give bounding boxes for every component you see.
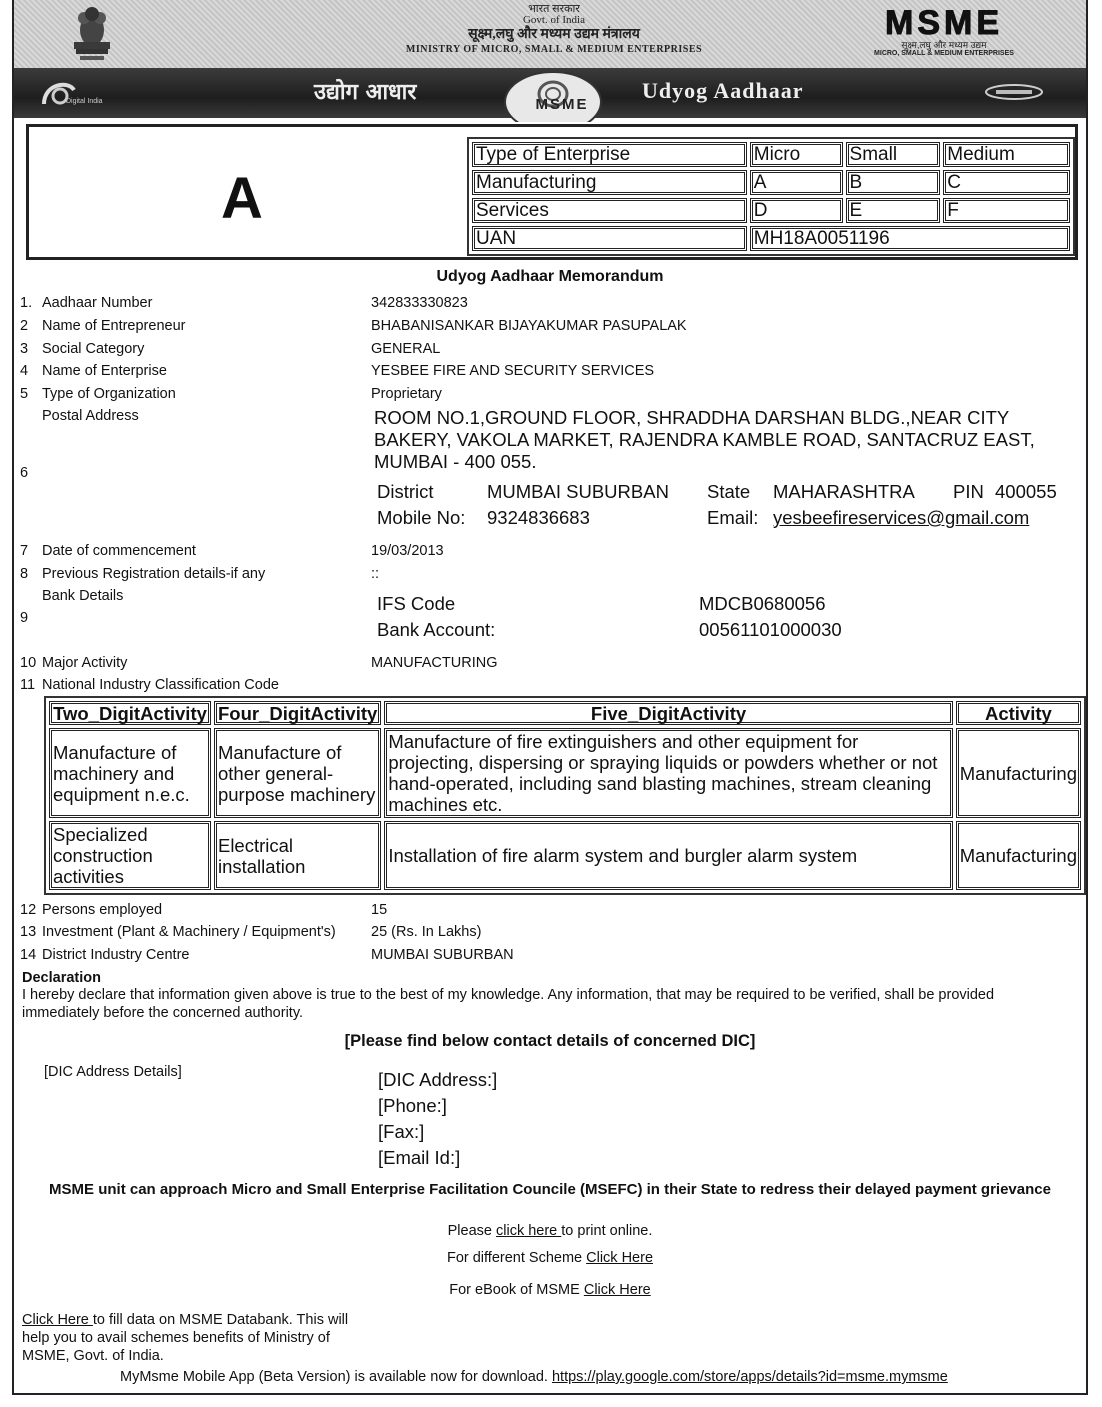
field-label: Postal Address [42, 408, 139, 424]
ebook-link[interactable]: Click Here [583, 1282, 651, 1298]
certificate-page [12, 0, 1088, 1395]
databank-line: help you to avail schemes benefits of Ministry of [22, 1330, 330, 1346]
account-label: Bank Account: [377, 619, 496, 640]
mobile-app-link[interactable]: https://play.google.com/store/apps/details?id=msme.mymsme [551, 1369, 948, 1385]
investment-value: 25 (Rs. In Lakhs) [371, 924, 482, 940]
print-text: Please [447, 1223, 496, 1239]
table-cell: D [750, 198, 843, 223]
msefc-notice: MSME unit can approach Micro and Small Enterprise Facilitation Councile (MSEFC) in their State to redress their delayed payment grievance [49, 1181, 1051, 1198]
state-value: MAHARASHTRA [773, 481, 915, 502]
row-number: 10 [20, 655, 37, 671]
category-letter: A [221, 166, 263, 231]
enterprise-category-box [26, 124, 1078, 260]
row-number: 4 [20, 363, 29, 379]
ministry-hindi: सूक्ष्म,लघु और मध्यम उद्यम मंत्रालय [468, 27, 640, 42]
mobile-label: Mobile No: [377, 507, 466, 528]
four-digit-activity: Manufacture of other general-purpose machinery [214, 728, 381, 818]
row-number: 3 [20, 341, 29, 357]
table-cell: A [750, 170, 843, 195]
row-number: 9 [20, 610, 29, 626]
govt-hindi: भारत सरकार [528, 3, 580, 15]
dic-heading: [Please find below contact details of concerned DIC] [344, 1032, 756, 1050]
govt-english: Govt. of India [522, 14, 585, 26]
four-digit-activity: Electrical installation [214, 821, 381, 890]
table-row [472, 170, 1070, 195]
databank-line: MSME, Govt. of India. [22, 1348, 164, 1364]
field-label: Social Category [42, 341, 145, 357]
header-banner [14, 0, 1086, 69]
aadhaar-number: 342833330823 [371, 295, 468, 311]
databank-link[interactable]: Click Here [22, 1312, 93, 1328]
table-cell: B [846, 170, 941, 195]
column-header: Two_DigitActivity [49, 701, 211, 725]
ifs-label: IFS Code [377, 593, 456, 614]
enterprise-name: YESBEE FIRE AND SECURITY SERVICES [371, 363, 655, 379]
row-number: 13 [20, 924, 37, 940]
mobile-value: 9324836683 [487, 507, 590, 528]
mobile-app-text: MyMsme Mobile App (Beta Version) is available now for download. [120, 1369, 552, 1385]
email-link[interactable]: yesbeefireservices@gmail.com [773, 507, 1030, 528]
two-digit-activity: Specialized construction activities [49, 821, 211, 890]
table-cell: Small [846, 142, 941, 167]
district-value: MUMBAI SUBURBAN [487, 481, 669, 502]
ebook-text: For eBook of MSME [449, 1282, 584, 1298]
ebook-line [14, 1282, 1086, 1298]
persons-employed: 15 [371, 902, 388, 918]
ministry-title [334, 4, 774, 56]
dic-email: [Email Id:] [378, 1147, 461, 1168]
table-cell: C [943, 170, 1070, 195]
enterprise-type-table [467, 137, 1075, 256]
table-cell: E [846, 198, 941, 223]
column-header: Five_DigitActivity [384, 701, 952, 725]
ministry-english: MINISTRY OF MICRO, SMALL & MEDIUM ENTERPRISES [405, 44, 703, 55]
row-number: 14 [20, 947, 37, 963]
five-digit-activity: Installation of fire alarm system and burgler alarm system [384, 821, 952, 890]
field-label: National Industry Classification Code [42, 677, 279, 693]
field-label: Major Activity [42, 655, 128, 671]
table-row [472, 142, 1070, 167]
msme-logo-hindi: सूक्ष्म,लघु और मध्यम उद्यम [901, 40, 987, 50]
table-row [472, 226, 1070, 251]
udyog-aadhaar-band [14, 68, 1086, 118]
msme-logo [844, 6, 1044, 64]
address-line: BAKERY, VAKOLA MARKET, RAJENDRA KAMBLE ROAD, SANTACRUZ EAST, [374, 429, 1035, 450]
row-number: 2 [20, 318, 29, 334]
declaration-title: Declaration [22, 970, 101, 986]
band-title-hindi: उद्योग आधार [314, 80, 417, 105]
table-cell: Manufacturing [472, 170, 747, 195]
msme-logo-text: MSME [885, 4, 1003, 42]
dic-address-details-label: [DIC Address Details] [44, 1064, 182, 1080]
table-cell: Micro [750, 142, 843, 167]
declaration-text: I hereby declare that information given above is true to the best of my knowledge. Any information, that may be required to be verified, shall be provided immediately before the concerned authority. [22, 987, 995, 1021]
field-label: Date of commencement [42, 543, 196, 559]
dic-phone: [Phone:] [378, 1095, 447, 1116]
databank-line [22, 1311, 382, 1329]
commencement-date: 19/03/2013 [371, 543, 444, 559]
print-text: to print online. [561, 1223, 653, 1239]
dic-address: [DIC Address:] [378, 1069, 498, 1090]
pin-label: PIN [953, 481, 984, 502]
national-emblem-icon [62, 4, 122, 64]
dic-fax: [Fax:] [378, 1121, 425, 1142]
account-value: 00561101000030 [699, 619, 842, 640]
district-label: District [377, 481, 434, 502]
field-label: Name of Entrepreneur [42, 318, 186, 334]
scheme-text: For different Scheme [446, 1250, 587, 1266]
column-header: Activity [956, 701, 1081, 725]
field-label: District Industry Centre [42, 947, 190, 963]
entrepreneur-name: BHABANISANKAR BIJAYAKUMAR PASUPALAK [371, 318, 687, 334]
two-digit-activity: Manufacture of machinery and equipment n.e.c. [49, 728, 211, 818]
uan-value: MH18A0051196 [750, 226, 1070, 251]
table-row [49, 821, 1081, 890]
address-line: MUMBAI - 400 055. [374, 451, 537, 472]
band-decoration-icon [982, 82, 1046, 102]
databank-notice [22, 1311, 382, 1365]
table-cell: Type of Enterprise [472, 142, 747, 167]
previous-registration: :: [371, 566, 380, 582]
state-label: State [707, 481, 751, 502]
ifs-value: MDCB0680056 [699, 593, 826, 614]
social-category: GENERAL [371, 341, 441, 357]
field-label: Name of Enterprise [42, 363, 167, 379]
field-label: Bank Details [42, 588, 124, 604]
field-label: Persons employed [42, 902, 163, 918]
scheme-line [14, 1250, 1086, 1266]
row-number: 7 [20, 543, 29, 559]
activity-type: Manufacturing [956, 728, 1081, 818]
seal-msme-text: MSME [535, 96, 589, 113]
print-online-link[interactable]: click here [496, 1223, 562, 1239]
table-cell: F [943, 198, 1070, 223]
field-label: Investment (Plant & Machinery / Equipment's) [42, 924, 336, 940]
mobile-app-line [120, 1369, 948, 1385]
nic-activity-table [44, 696, 1086, 895]
digital-india-label: Digital India [66, 98, 103, 105]
email-label: Email: [707, 507, 759, 528]
five-digit-activity: Manufacture of fire extinguishers and other equipment for projecting, dispersing or spraying liquids or powders whether or not hand-operated, including sand blasting machines, stream cleaning machines etc. [384, 728, 952, 818]
table-cell: Services [472, 198, 747, 223]
memorandum-title: Udyog Aadhaar Memorandum [436, 268, 664, 285]
column-header: Four_DigitActivity [214, 701, 381, 725]
row-number: 11 [20, 677, 36, 693]
table-cell: Medium [943, 142, 1070, 167]
field-label: Aadhaar Number [42, 295, 153, 311]
field-label: Type of Organization [42, 386, 176, 402]
uan-label: UAN [472, 226, 747, 251]
databank-text: to fill data on MSME Databank. This will [92, 1312, 349, 1328]
row-number: 5 [20, 386, 29, 402]
band-title-english: Udyog Aadhaar [642, 78, 804, 103]
major-activity: MANUFACTURING [371, 655, 498, 671]
table-header-row [49, 701, 1081, 725]
row-number: 1. [20, 295, 33, 311]
row-number: 12 [20, 902, 37, 918]
postal-address [374, 407, 1035, 473]
print-online-line [14, 1223, 1086, 1239]
address-line: ROOM NO.1,GROUND FLOOR, SHRADDHA DARSHAN BLDG.,NEAR CITY [374, 407, 1010, 428]
scheme-link[interactable]: Click Here [586, 1250, 654, 1266]
organization-type: Proprietary [371, 386, 442, 402]
activity-type: Manufacturing [956, 821, 1081, 890]
table-row [49, 728, 1081, 818]
pin-value: 400055 [995, 481, 1057, 502]
row-number: 6 [20, 465, 29, 481]
row-number: 8 [20, 566, 29, 582]
dic-value: MUMBAI SUBURBAN [371, 947, 514, 963]
table-row [472, 198, 1070, 223]
field-label: Previous Registration details-if any [42, 566, 266, 582]
msme-logo-sub: MICRO, SMALL & MEDIUM ENTERPRISES [874, 50, 1014, 57]
